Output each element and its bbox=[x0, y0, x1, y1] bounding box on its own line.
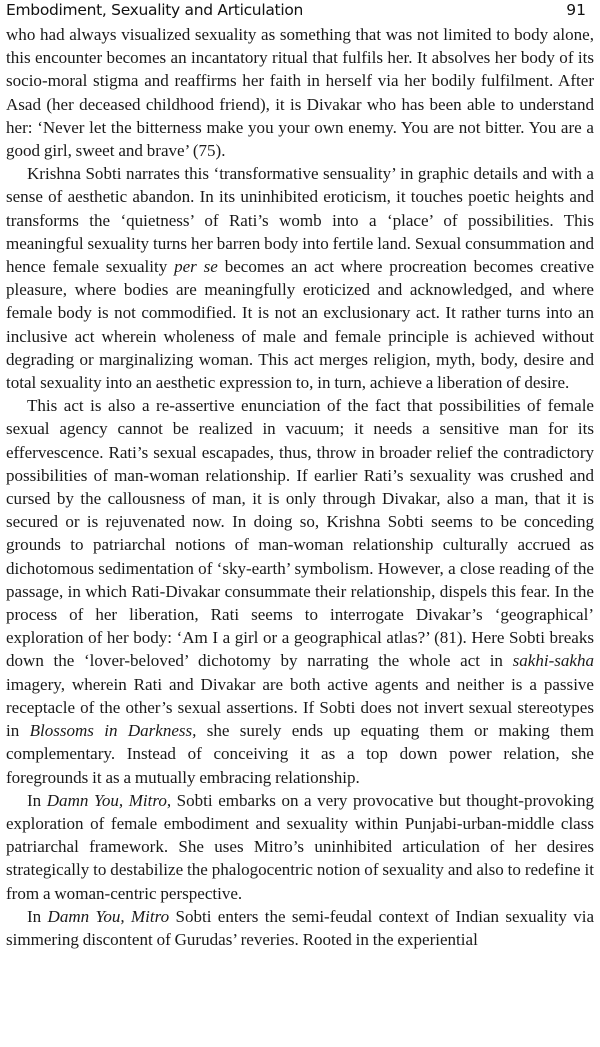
italic-text-run: Damn You, Mitro bbox=[46, 790, 167, 810]
text-run: Krishna Sobti narrates this ‘transformative sensuality’ in graphic details and with a sense of aesthetic abandon. In its uninhibited eroticism, it touches poetic heights and transforms the ‘quietness’ of Rati’s womb into a ‘place’ of possibilities. This meaningful sexuality turns her barren body into fertile land. Sexual consummation and hence female sexuality bbox=[6, 164, 594, 277]
body-text bbox=[6, 23, 594, 951]
running-head: Embodiment, Sexuality and Articulation bbox=[6, 1, 304, 19]
text-run: In bbox=[27, 906, 48, 926]
text-run: This act is also a re-assertive enunciation of the fact that possibilities of female sexual agency cannot be realized in vacuum; it needs a sensitive man for its effervescence. Rati’s sexual escapades, thus, throw in broader relief the contradictory possibilities of man-woman relationship. If earlier Rati’s sexuality was crushed and cursed by the callousness of man, it is only through Divakar, also a man, that it is secured or is rejuvenated now. In doing so, Krishna Sobti seems to be conceding grounds to patriarchal notions of man-woman relationship culturally accrued as dichotomous sedimentation of ‘sky-earth’ symbolism. However, a close reading of the passage, in which Rati-Divakar consummate their relationship, dispels this fear. In the process of her liberation, Rati seems to interrogate Divakar’s ‘geographical’ exploration of her body: ‘Am I a girl or a geographical atlas?’ (81). Here Sobti breaks down the ‘lover-beloved’ dichotomy by narrating the whole act in bbox=[6, 396, 594, 671]
paragraph bbox=[6, 162, 594, 394]
text-run: who had always visualized sexuality as something that was not limited to body alone, this encounter becomes an incantatory ritual that fulfils her. It absolves her body of its socio-moral stigma and reaffirms her faith in herself via her bodily fulfilment. After Asad (her deceased childhood friend), it is Divakar who has been able to understand her: ‘Never let the bitterness make you your own enemy. You are not bitter. You are a good girl, sweet and brave’ (75). bbox=[6, 25, 594, 161]
italic-text-run: per se bbox=[174, 257, 218, 277]
paragraph bbox=[6, 905, 594, 951]
text-run: In bbox=[27, 790, 47, 810]
text-run: imagery, wherein Rati and Divakar are both active agents and neither is a passive receptacle of the other’s sexual assertions. If Sobti does not invert sexual stereotypes in bbox=[6, 674, 594, 741]
italic-text-run: Damn You, Mitro bbox=[47, 906, 170, 926]
text-run: she surely ends up equating them or making them complementary. Instead of conceiving it as a top down power relation, she foregrounds it as a mutually embracing relationship. bbox=[6, 721, 594, 787]
page-header bbox=[6, 0, 594, 23]
italic-text-run: Blossoms in Darkness, bbox=[29, 721, 197, 741]
paragraph bbox=[6, 789, 594, 905]
page-number: 91 bbox=[566, 1, 586, 19]
text-run: Sobti enters the semi-feudal context of Indian sexuality via simmering discontent of Gurudas’ reveries. Rooted in the experiential bbox=[6, 906, 595, 949]
text-run: , Sobti embarks on a very provocative but thought-provoking exploration of female embodiment and sexuality within Punjabi-urban-middle class patriarchal framework. She uses Mitro’s uninhibited articulation of her desires strategically to destabilize the phalogocentric notion of sexuality and also to redefine it from a woman-centric perspective. bbox=[6, 790, 594, 903]
paragraph bbox=[6, 394, 594, 788]
text-run: becomes an act where procreation becomes creative pleasure, where bodies are meaningfully eroticized and acknowledged, and where female body is not commodified. It is not an exclusionary act. It rather turns into an inclusive act wherein wholeness of male and female principle is achieved without degrading or marginalizing woman. This act merges religion, myth, body, desire and total sexuality into an aesthetic expression to, in turn, achieve a liberation of desire. bbox=[6, 257, 594, 393]
paragraph bbox=[6, 23, 594, 162]
italic-text-run: sakhi-sakha bbox=[512, 651, 594, 671]
